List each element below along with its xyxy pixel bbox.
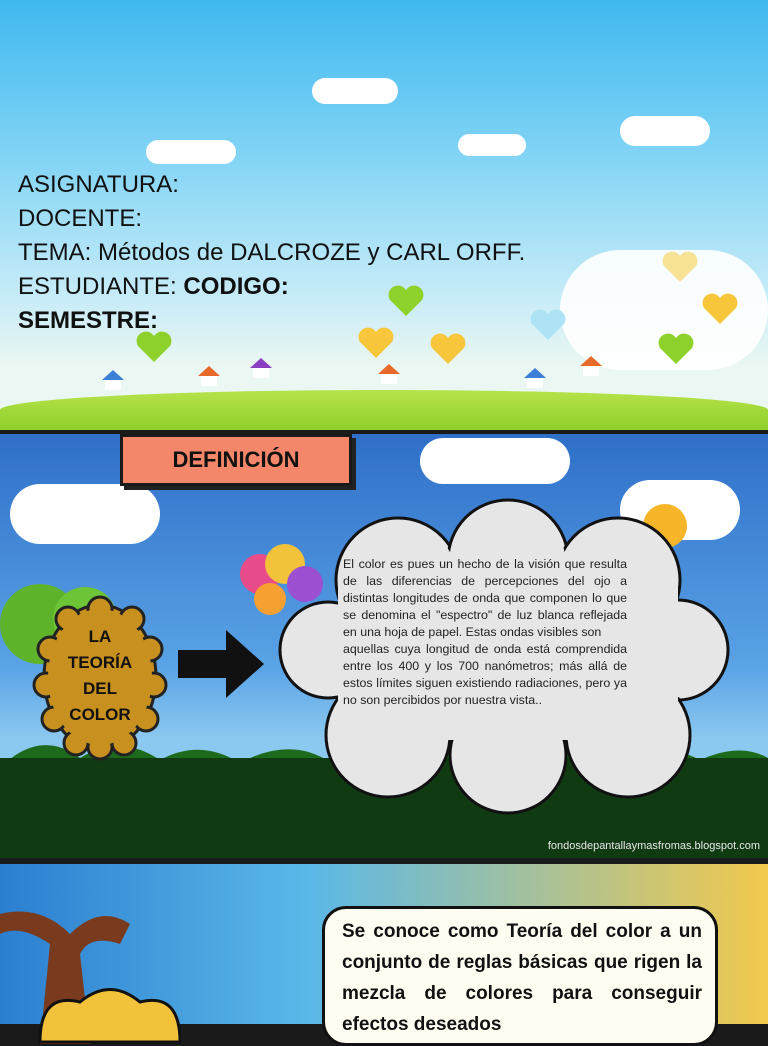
semestre-label: SEMESTRE: (18, 307, 159, 334)
house-icon (100, 368, 126, 392)
heart-balloon-icon (656, 332, 696, 366)
docente-label: DOCENTE: (18, 205, 143, 232)
cloud-decoration (458, 134, 526, 156)
cloud-decoration (146, 140, 236, 164)
codigo-label: CODIGO: (183, 273, 289, 300)
estudiante-row (18, 270, 525, 304)
house-icon (578, 354, 604, 378)
definition-text (343, 556, 627, 709)
cloud-decoration (420, 438, 570, 484)
heart-balloon-icon (660, 250, 700, 284)
concept-line: LA (88, 627, 112, 646)
asignatura-label: ASIGNATURA: (18, 171, 179, 198)
arrow-right-icon (178, 630, 264, 698)
slide-title (0, 0, 768, 430)
semestre-row (18, 304, 525, 338)
estudiante-label: ESTUDIANTE: (18, 273, 184, 300)
concept-line: COLOR (69, 705, 131, 724)
concept-line: DEL (83, 679, 117, 698)
slide-theory (0, 864, 768, 1035)
grass-ground (0, 390, 768, 430)
cloud-decoration (620, 116, 710, 146)
heart-balloon-icon (528, 308, 568, 342)
definition-paragraph: El color es pues un hecho de la visión que resulta de las diferencias de percepciones del ojo a distintas longitudes de onda que componen lo que se denomina el "espectro" de luz blanca reflejada en una hoja de papel. Estas ondas visibles son (343, 557, 627, 639)
watermark-text: fondosdepantallaymasfromas.blogspot.com (547, 840, 760, 852)
concept-scallop-shape (40, 982, 180, 1042)
concept-label (38, 624, 162, 728)
house-icon (248, 356, 274, 380)
slide-info-block (18, 168, 525, 338)
slide-definition (0, 434, 768, 858)
cloud-decoration (10, 484, 160, 544)
concept-line: TEORÍA (67, 653, 133, 672)
tema-label: TEMA: Métodos de DALCROZE y CARL ORFF. (18, 239, 526, 266)
definition-title-box: DEFINICIÓN (120, 434, 352, 486)
cloud-decoration (312, 78, 398, 104)
definition-paragraph: aquellas cuya longitud de onda está comprendida entre los 400 y los 700 nanómetros; más allá de estos límites siguen existiendo radiaciones, pero ya no son percibidos por nuestra vista.. (343, 642, 627, 707)
house-icon (196, 364, 222, 388)
theory-text: Se conoce como Teoría del color a un conjunto de reglas básicas que rigen la mezcla de colores para conseguir efectos deseados (342, 921, 702, 1035)
heart-balloon-icon (700, 292, 740, 326)
house-icon (522, 366, 548, 390)
house-icon (376, 362, 402, 386)
